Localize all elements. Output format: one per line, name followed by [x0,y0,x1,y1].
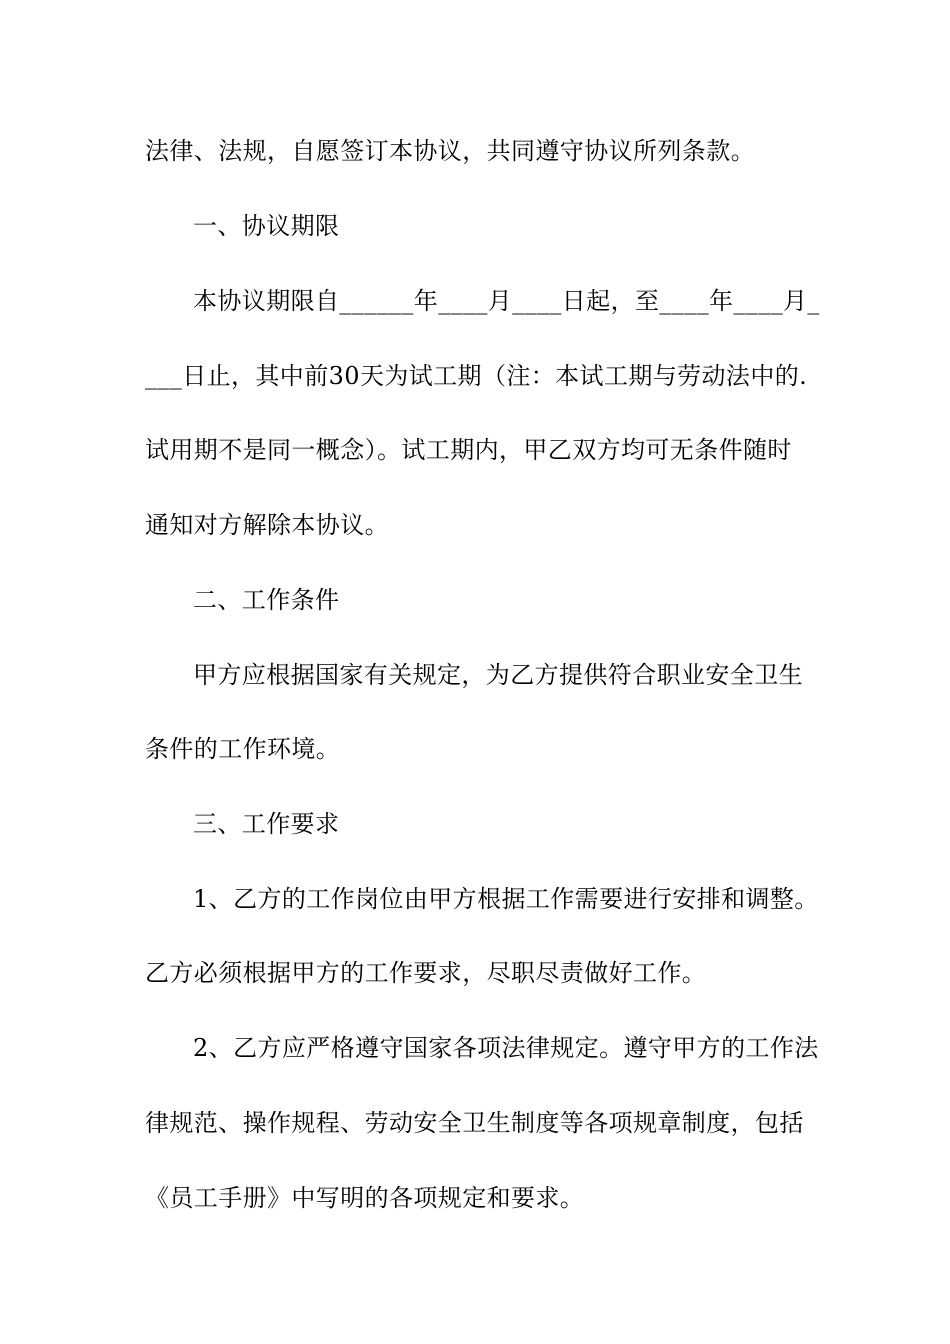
section-heading-conditions: 二、工作条件 [193,586,340,614]
paragraph-line: 乙方必须根据甲方的工作要求，尽职尽责做好工作。 [145,959,707,987]
paragraph-line: 通知对方解除本协议。 [145,511,389,539]
paragraph-line: ___日止，其中前30天为试工期（注：本试工期与劳动法中的. [145,362,808,390]
section-heading-requirements: 三、工作要求 [193,810,340,838]
section-heading-term: 一、协议期限 [193,212,340,240]
paragraph-line: 甲方应根据国家有关规定，为乙方提供符合职业安全卫生 [193,661,803,689]
paragraph-line: 法律、法规，自愿签订本协议，共同遵守协议所列条款。 [145,137,755,165]
paragraph-line: 2、乙方应严格遵守国家各项法律规定。遵守甲方的工作法 [193,1034,819,1062]
paragraph-line: 本协议期限自______年____月____日起，至____年____月_ [193,287,820,315]
paragraph-line: 1、乙方的工作岗位由甲方根据工作需要进行安排和调整。 [193,885,819,913]
paragraph-line: 条件的工作环境。 [145,735,341,763]
paragraph-line: 律规范、操作规程、劳动安全卫生制度等各项规章制度，包括 [145,1109,804,1137]
paragraph-line: 《员工手册》中写明的各项规定和要求。 [145,1184,585,1212]
paragraph-line: 试用期不是同一概念）。试工期内，甲乙双方均可无条件随时 [145,436,792,464]
